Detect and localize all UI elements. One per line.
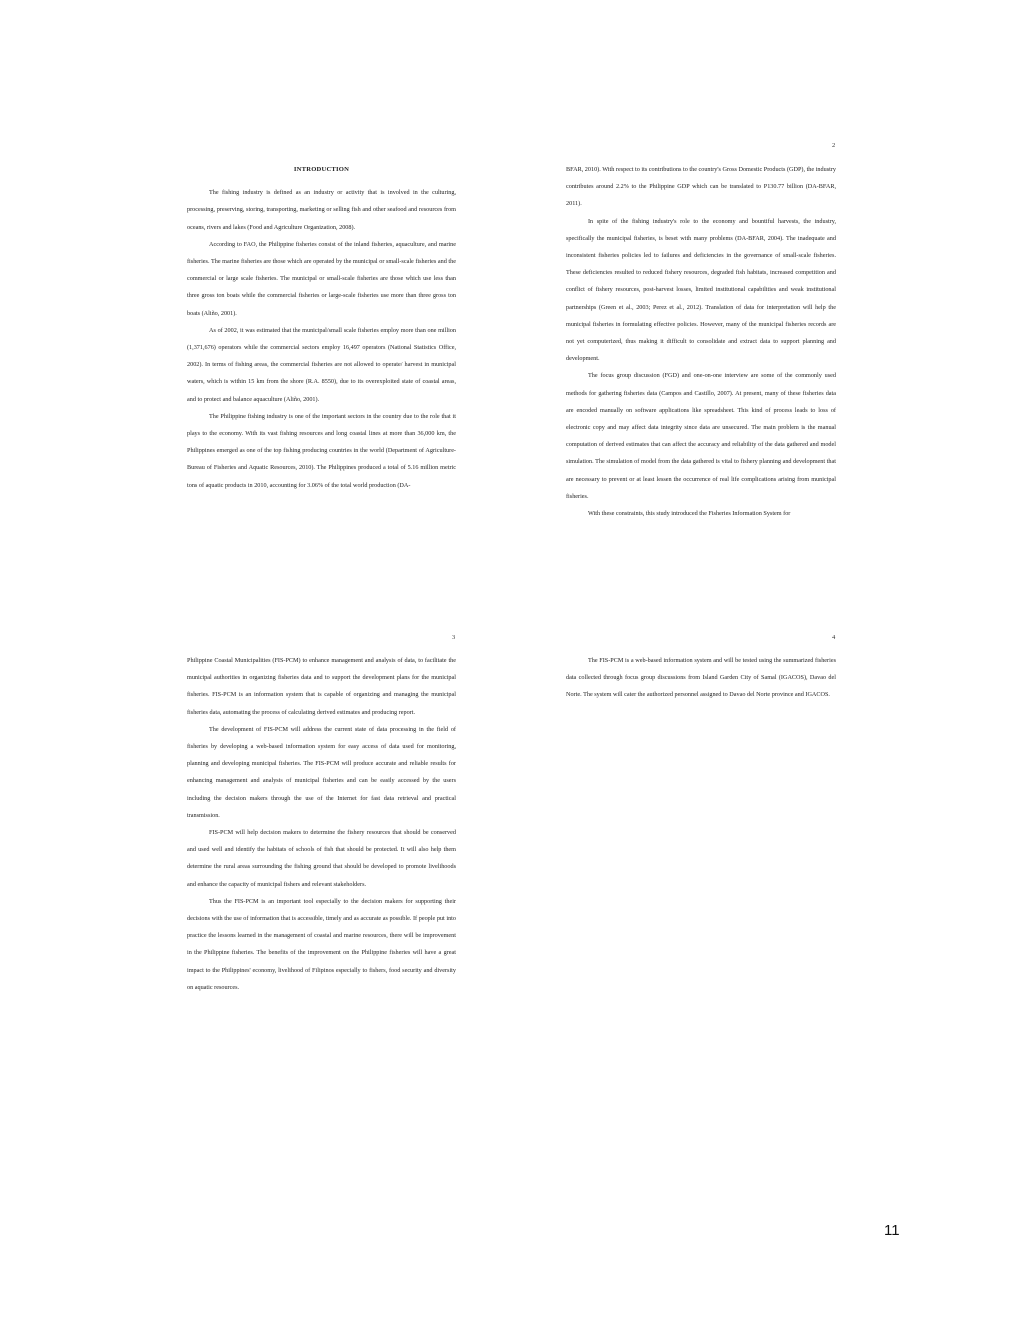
page-1-paragraph-4: The Philippine fishing industry is one of the important sectors in the country due to the role that it plays to the economy. With its vast fishing resources and long coastal lines at more than 36,000 km, the Philippines emerged as one of the top fishing producing countries in the world (Department of Agriculture-Bureau of Fisheries and Aquatic Resources, 2010). The Philippines produced a total of 5.16 million metric tons of aquatic products in 2010, accounting for 3.06% of the total world production (DA- [187, 412, 456, 489]
page-2-paragraph-1: In spite of the fishing industry's role to the economy and bountiful harvests, the industry, specifically the municipal fisheries, is beset with many problems (DA-BFAR, 2004). The inadequate and inconsistent fisheries policies led to failures and deficiencies in the governance of small-scale fisheries. These deficiencies resulted to reduced fishery resources, degraded fish habitats, increased competition and conflict of fishery resources, post-harvest losses, limited institutional capabilities and weak institutional partnerships (Green et al., 2003; Perez et al., 2012). Translation of data for interpretation will help the municipal fisheries in formulating effective policies. However, many of the municipal fisheries records are not yet computerized, thus making it difficult to consolidate and extract data to support planning and development. [566, 217, 836, 363]
page-3-continuation: Philippine Coastal Municipalities (FIS-PCM) to enhance management and analysis of data, to facilitate the municipal authorities in organizing fisheries data and to support the development plans for the municipal fisheries. FIS-PCM is an information system that is capable of organizing and managing the municipal fisheries data, automating the process of calculating derived estimates and producing report. [187, 657, 456, 716]
page-1 [187, 161, 456, 494]
sheet-page-number: 11 [884, 1222, 900, 1239]
page-3-paragraph-1: The development of FIS-PCM will address the current state of data processing in the field of fisheries by developing a web-based information system for easy access of data used for monitoring, planning and developing municipal fisheries. The FIS-PCM will produce accurate and reliable results for enhancing management and analysis of municipal fisheries and can be easily accessed by the users including the decision makers through the use of the Internet for fast data retrieval and practical transmission. [187, 725, 456, 819]
page-2-continuation: BFAR, 2010). With respect to its contributions to the country's Gross Domestic Products (GDP), the industry contributes around 2.2% to the Philippine GDP which can be translated to P130.77 billion (DA-BFAR, 2011). [566, 166, 836, 208]
page-3-number: 3 [452, 634, 456, 641]
page-4 [566, 652, 836, 704]
page-2-paragraph-3: With these constraints, this study introduced the Fisheries Information System for [588, 510, 791, 518]
page-1-paragraph-2: According to FAO, the Philippine fisheries consist of the inland fisheries, aquaculture, and marine fisheries. The marine fisheries are those which are operated by the municipal or small-scale fisheries and the commercial or large scale fisheries. The municipal or small-scale fisheries are those which use less than three gross ton boats while the commercial fisheries or large-scale fisheries use more than three gross ton boats (Aliño, 2001). [187, 240, 456, 317]
page-3-paragraph-3: Thus the FIS-PCM is an important tool especially to the decision makers for supporting their decisions with the use of information that is accessible, timely and as accurate as possible. If people put into practice the lessons learned in the management of coastal and marine resources, there will be improvement in the Philippine fisheries. The benefits of the improvement on the Philippine fisheries will have a great impact to the Philippines' economy, livelihood of Filipinos especially to fishers, food security and diversity on aquatic resources. [187, 897, 456, 991]
page-1-paragraph-1: The fishing industry is defined as an industry or activity that is involved in the culturing, processing, preserving, storing, transporting, marketing or selling fish and other seafood and resources from oceans, rivers and lakes (Food and Agriculture Organization, 2008). [187, 189, 456, 231]
page-4-paragraph-1: The FIS-PCM is a web-based information system and will be tested using the summarized fisheries data collected through focus group discussions from Island Garden City of Samal (IGACOS), Davao del Norte. The system will cater the authorized personnel assigned to Davao del Norte province and IGACOS. [566, 657, 836, 699]
page-3-paragraph-2: FIS-PCM will help decision makers to determine the fishery resources that should be conserved and used well and identify the habitats of schools of fish that should be protected. It will also help them determine the rural areas surrounding the fishing ground that should be developed to promote livelihoods and enhance the capacity of municipal fishers and relevant stakeholders. [187, 829, 456, 888]
page-1-heading: INTRODUCTION [293, 166, 350, 173]
page-3 [187, 652, 456, 996]
page-2-number: 2 [832, 142, 836, 149]
page-4-number: 4 [832, 634, 836, 641]
page-1-paragraph-3: As of 2002, it was estimated that the municipal/small scale fisheries employ more than one million (1,371,676) operators while the commercial sectors employ 16,497 operators (National Statistics Office, 2002). In terms of fishing areas, the commercial fisheries are not allowed to operate/ harvest in municipal waters, which is within 15 km from the shore (R.A. 8550), due to its overexploited state of coastal areas, and to protect and balance aquaculture (Aliño, 2001). [187, 326, 456, 403]
page-2 [566, 161, 836, 522]
page-2-paragraph-2: The focus group discussion (FGD) and one-on-one interview are some of the commonly used methods for gathering fisheries data (Campos and Castillo, 2007). At present, many of these fisheries data are encoded manually on software applications like spreadsheet. This kind of process leads to loss of electronic copy and may affect data integrity since data are unsecured. The main problem is the manual computation of derived estimates that can affect the accuracy and reliability of the data gathered and model simulation. The simulation of model from the data gathered is vital to fishery planning and development that are necessary to prevent or at least lessen the occurrence of real life complications arising from municipal fisheries. [566, 372, 836, 500]
